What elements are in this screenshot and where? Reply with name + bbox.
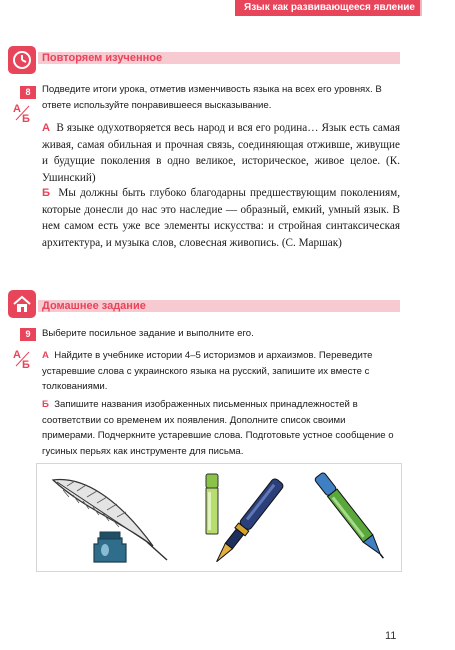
- quote-a-letter: А: [42, 122, 51, 134]
- section-title-homework: Домашнее задание: [42, 300, 146, 312]
- option-b-text: Запишите названия изображенных письменных принадлежностей в соответствии со временем их появления. Дополните список своими примерами. Подчеркните устаревшие слова. Подготовьте устное сообщение о гусиных перьях как инструменте для письма.: [42, 399, 394, 457]
- option-a: [42, 348, 400, 395]
- quill-inkwell-icon: [43, 468, 173, 568]
- quote-b: [42, 185, 400, 251]
- ab-letters-icon: [12, 347, 34, 369]
- quote-a: [42, 120, 400, 186]
- option-b: [42, 397, 400, 459]
- quote-b-text: Мы должны быть глубоко благодарны предшествующим поколениям, которые донесли до нас это наследие — образный, емкий, умный язык. В нем самом есть уже все элементы искусства: и стройная синтаксическая архитектура, и музыка слов, словесная живопись. (С. Маршак): [42, 187, 400, 249]
- svg-text:Б: Б: [22, 113, 30, 123]
- svg-text:А: А: [13, 349, 21, 361]
- ballpoint-pen-icon: [307, 468, 397, 568]
- task-8-text: Подведите итоги урока, отметив изменчивость языка на всех его уровнях. В ответе используйте понравившееся высказывание.: [42, 84, 382, 111]
- section-title-review: Повторяем изученное: [42, 52, 163, 64]
- ab-letters-icon: [12, 101, 34, 123]
- quote-b-letter: Б: [42, 187, 51, 199]
- option-a-letter: А: [42, 350, 49, 361]
- task-number-badge: 8: [20, 86, 36, 99]
- quote-a-text: В языке одухотворяется весь народ и вся его родина… Язык есть самая живая, самая обильная и прочная связь, соединяющая отживше, живущие и будущие поколения в одно великое, историческое, живое целое. (К. Ушинский): [42, 122, 400, 184]
- option-b-letter: Б: [42, 399, 49, 410]
- header-edge: [420, 0, 422, 16]
- house-icon: [8, 290, 36, 318]
- task-number-badge: 9: [20, 328, 36, 341]
- option-a-text: Найдите в учебнике истории 4–5 историзмов и архаизмов. Переведите устаревшие слова с украинского языка на русский, запишите их вместе с толкованиями.: [42, 350, 373, 392]
- svg-text:А: А: [13, 103, 21, 115]
- writing-tools-illustration: [36, 463, 402, 572]
- fountain-pen-icon: [207, 472, 287, 572]
- page-number: 11: [385, 630, 397, 642]
- clock-icon: [8, 46, 36, 74]
- running-header-title: Язык как развивающееся явление: [244, 2, 415, 13]
- svg-text:Б: Б: [22, 359, 30, 369]
- task-9-text: Выберите посильное задание и выполните его.: [42, 328, 254, 339]
